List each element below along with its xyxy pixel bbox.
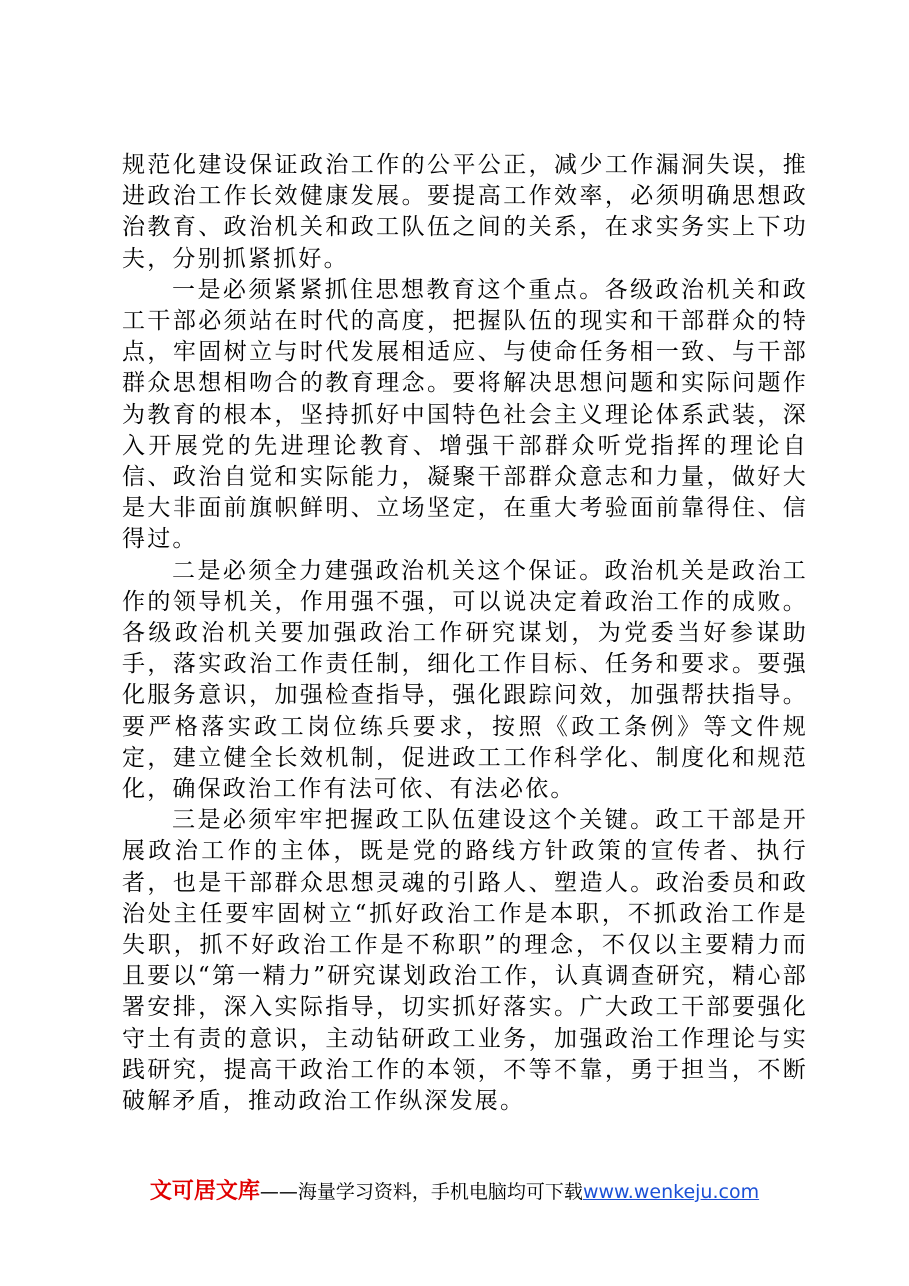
paragraph-point-two: 二是必须全力建强政治机关这个保证。政治机关是政治工作的领导机关，作用强不强，可以说决定着政治工作的成败。各级政治机关要加强政治工作研究谋划，为党委当好参谋助手，落实政治工作责任制，细化工作目标、任务和要求。要强化服务意识，加强检查指导，强化跟踪问效，加强帮扶指导。要严格落实政工岗位练兵要求，按照《政工条例》等文件规定，建立健全长效机制，促进政工工作科学化、制度化和规范化，确保政治工作有法可依、有法必依。 [122,557,808,803]
document-body [122,150,808,1117]
paragraph-point-three: 三是必须牢牢把握政工队伍建设这个关键。政工干部是开展政治工作的主体，既是党的路线方针政策的宣传者、执行者，也是干部群众思想灵魂的引路人、塑造人。政治委员和政治处主任要牢固树立“抓好政治工作是本职，不抓政治工作是失职，抓不好政治工作是不称职”的理念，不仅以主要精力而且要以“第一精力”研究谋划政治工作，认真调查研究，精心部署安排，深入实际指导，切实抓好落实。广大政工干部要强化守土有责的意识，主动钻研政工业务，加强政治工作理论与实践研究，提高干政治工作的本领，不等不靠，勇于担当，不断破解矛盾，推动政治工作纵深发展。 [122,807,808,1115]
paragraph-intro: 规范化建设保证政治工作的公平公正，减少工作漏洞失误，推进政治工作长效健康发展。要提高工作效率，必须明确思想政治教育、政治机关和政工队伍之间的关系，在求实务实上下功夫，分别抓紧抓好。 [122,152,808,272]
footer-website-link[interactable]: www.wenkeju.com [582,1181,760,1203]
footer-tagline: ——海量学习资料，手机电脑均可下载 [259,1181,583,1203]
page-footer [0,1178,909,1206]
paragraph-point-one: 一是必须紧紧抓住思想教育这个重点。各级政治机关和政工干部必须站在时代的高度，把握队伍的现实和干部群众的特点，牢固树立与时代发展相适应、与使命任务相一致、与干部群众思想相吻合的教育理念。要将解决思想问题和实际问题作为教育的根本，坚持抓好中国特色社会主义理论体系武装，深入开展党的先进理论教育、增强干部群众听党指挥的理论自信、政治自觉和实际能力，凝聚干部群众意志和力量，做好大是大非面前旗帜鲜明、立场坚定，在重大考验面前靠得住、信得过。 [122,276,808,553]
footer-brand: 文可居文库 [149,1179,260,1204]
